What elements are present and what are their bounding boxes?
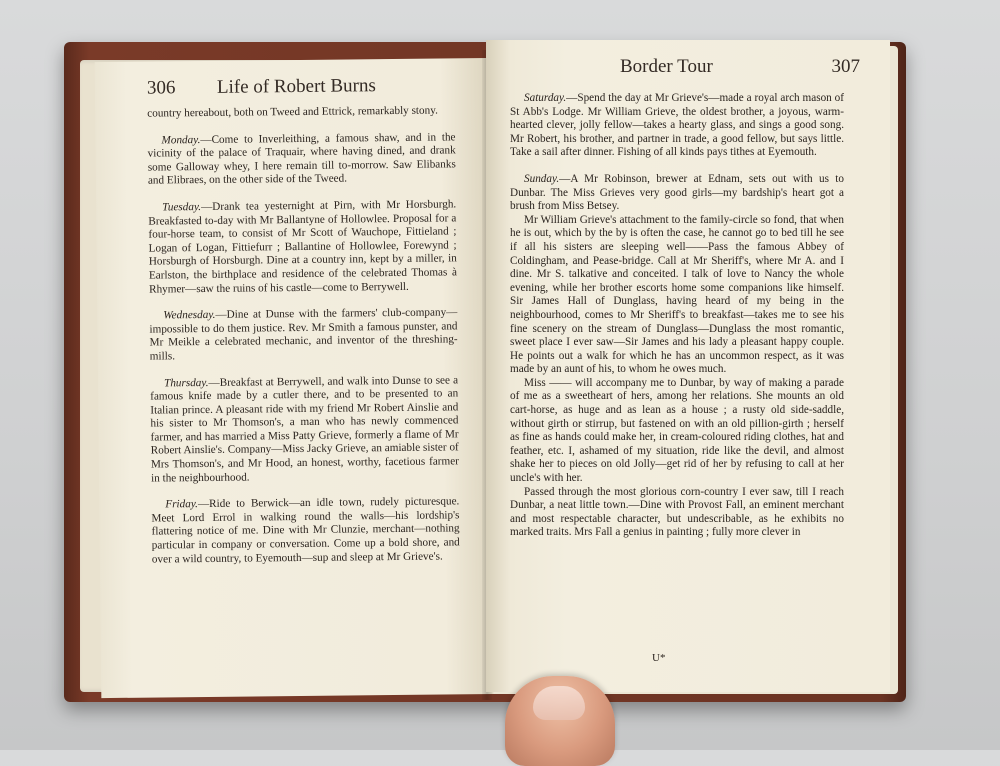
paragraph: country hereabout, both on Tweed and Ettrick, remarkably stony.: [147, 104, 438, 120]
page-number: 307: [831, 56, 860, 77]
left-page: [95, 58, 494, 698]
paragraph: Sunday.—A Mr Robinson, brewer at Ednam, sets out with us to Dunbar. The Miss Grieves very good girls—my bardship's heart got a brush from Miss Betsey.: [510, 172, 844, 213]
signature-mark: U*: [652, 652, 666, 664]
day-heading: Monday.: [161, 133, 201, 147]
paragraph: Thursday.—Breakfast at Berrywell, and walk into Dunse to see a famous knife made by a cutler there, and to be presented to an Italian prince. A pleasant ride with my friend Mr Robert Ainslie and his sister to Mr Thomson's, a man who has newly commenced farmer, and has married a Miss Patty Grieve, formerly a flame of Mr Robert Ainslie's. Company—Miss Jacky Grieve, an amiable sister of Mrs Thomson's, and Mr Hood, an honest, worthy, facetious farmer in the neighbourhood.: [150, 373, 459, 485]
day-heading: Sunday.: [524, 172, 560, 185]
day-heading: Saturday.: [524, 92, 567, 104]
running-title: Border Tour: [620, 56, 713, 77]
right-page-header: [538, 56, 860, 82]
paragraph: Miss —— will accompany me to Dunbar, by way of making a parade of me as a sweetheart of hers, among her relations. She mounts an old cart-horse, as huge and as lean as a house ; a rusty old side-saddle, without girth or stirrup, but fastened on with an old pillion-girth ; herself as fine as hands could make her, in cream-coloured riding clothes, hat and feather, etc. I, ashamed of my situation, ride like the devil, and almost shake her to pieces on old Jolly—get rid of her by refusing to call at her uncle's with her.: [510, 376, 844, 485]
left-page-header: [147, 74, 457, 103]
running-title: Life of Robert Burns: [216, 75, 376, 98]
paragraph: Mr William Grieve's attachment to the family-circle so fond, that when he is out, which by the by is often the case, he cannot go to bed till he see if all his sisters are sleeping well——Pass the famous Abbey of Coldingham, and Pease-bridge. Call at Mr Sheriff's, where Mr A. and I dine. Mr S. talkative and conceited. I talk of love to Nancy the whole evening, while her brother escorts home some companions like himself. Sir James Hall of Dunglass, having heard of my being in the neighbourhood, comes to Mr Sheriff's to breakfast—takes me to see his fine scenery on the stream of Dunglass—Dunglass the most romantic, sweet place I ever saw—Sir James and his lady a pleasant happy couple. He points out a walk for which he has an uncommon respect, as it was made by an aunt of his, to whom he owes much.: [510, 213, 844, 376]
thumb: [505, 676, 615, 766]
right-page: [486, 40, 890, 692]
paragraph: Monday.—Come to Inverleithing, a famous shaw, and in the vicinity of the palace of Traquair, where having dined, and drank some Galloway whey, I here remain till to-morrow. Saw Elibanks and Elibraes, on the other side of the Tweed.: [147, 130, 456, 187]
day-heading: Thursday.: [163, 376, 209, 389]
paragraph: Saturday.—Spend the day at Mr Grieve's—made a royal arch mason of St Abb's Lodge. Mr William Grieve, the oldest brother, a joyous, warm-hearted clever, jolly fellow—takes a hearty glass, and sings a good song. Mr Robert, his brother, and partner in trade, a good fellow, but says little. Take a sail after dinner. Fishing of all kinds pays tithes at Eyemouth.: [510, 92, 844, 159]
right-page-text: [510, 92, 844, 540]
left-page-text: [147, 104, 460, 566]
paragraph: Passed through the most glorious corn-country I ever saw, till I reach Dunbar, a neat little town.—Dine with Provost Fall, an eminent merchant and most respectable character, but undescribable, as he exhibits no marked traits. Mrs Fall a genius in painting ; fully more clever in: [510, 485, 844, 539]
page-number: 306: [146, 77, 176, 99]
day-heading: Wednesday.: [163, 308, 216, 322]
day-heading: Tuesday.: [162, 200, 202, 214]
paragraph: Tuesday.—Drank tea yesternight at Pirn, with Mr Horsburgh. Breakfasted to-day with Mr Ballantyne of Hollowlee. Proposal for a four-horse team, to consist of Mr Scott of Wauchope, Fittieland ; Logan of Logan, Fittiefurr ; Ballantine of Hollowlee, Forewynd ; Horsburgh of Horsburgh. Dine at a country inn, kept by a miller, in Earlston, the birthplace and residence of the celebrated Thomas à Rhymer—saw the ruins of his castle—come to Berrywell.: [148, 198, 457, 296]
thumbnail: [533, 686, 585, 720]
paragraph: Wednesday.—Dine at Dunse with the farmers' club-company—impossible to do them justice. Rev. Mr Smith a famous punster, and Mr Meikle a celebrated mechanic, and inventor of the threshing-mills.: [149, 306, 458, 363]
day-heading: Friday.: [165, 498, 199, 511]
paragraph: Friday.—Ride to Berwick—an idle town, rudely picturesque. Meet Lord Errol in walking round the walls—his lordship's flattering notice of me. Dine with Mr Clunzie, merchant—nothing particular in company or conversation. Come up a bold shore, and over a wild country, to Eyemouth—sup and sleep at Mr Grieve's.: [151, 495, 460, 566]
